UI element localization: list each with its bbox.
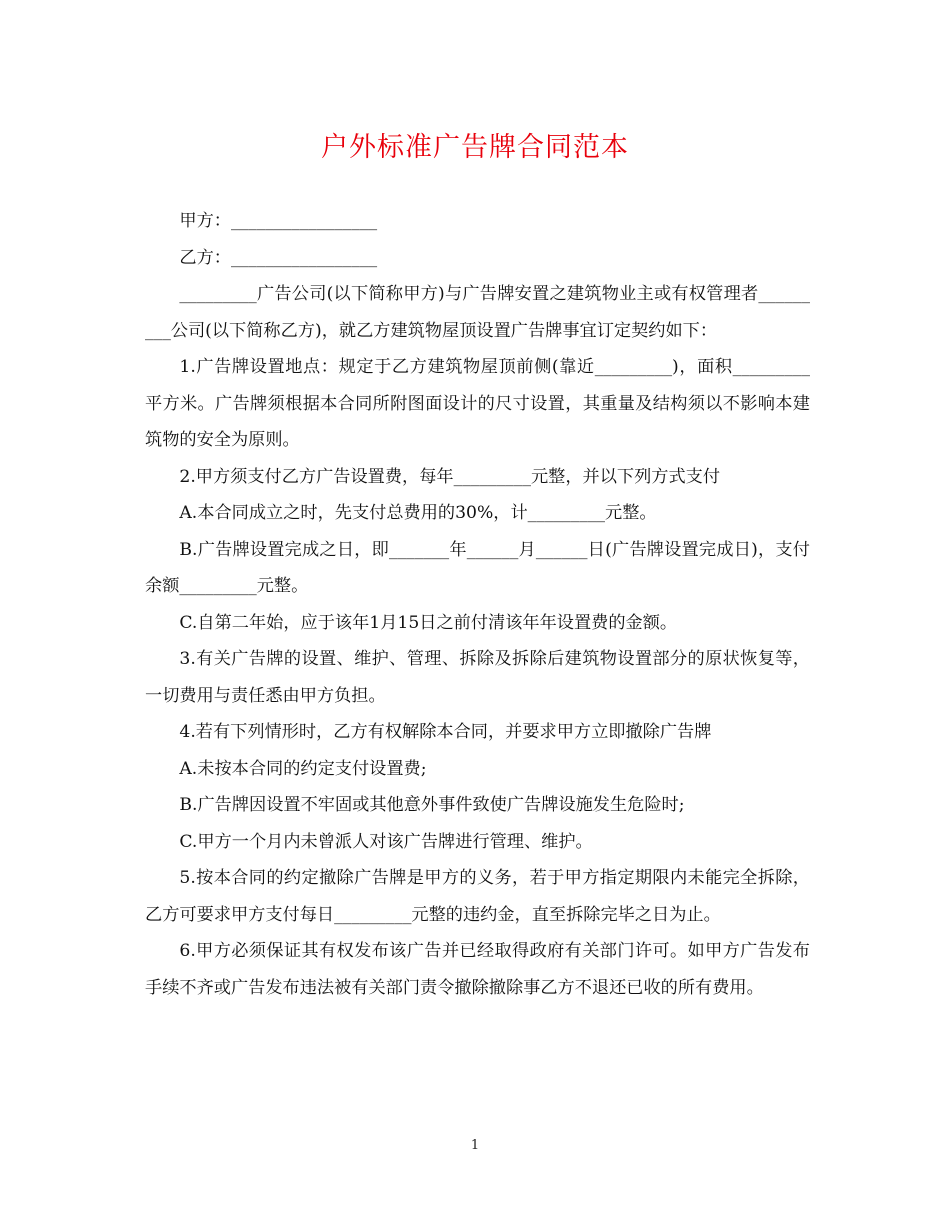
clause-1: 1.广告牌设置地点：规定于乙方建筑物屋顶前侧(靠近_________)，面积_________平方米。广告牌须根据本合同所附图面设计的尺寸设置，其重量及结构须以不影响本建筑物的安全为原则。 xyxy=(145,357,810,450)
clause-4-item-c: C.甲方一个月内未曾派人对该广告牌进行管理、维护。 xyxy=(179,831,593,852)
clause-6: 6.甲方必须保证其有权发布该广告并已经取得政府有关部门许可。如甲方广告发布手续不齐或广告发布违法被有关部门责令撤除撤除事乙方不退还已收的所有费用。 xyxy=(145,941,810,998)
clause-3: 3.有关广告牌的设置、维护、管理、拆除及拆除后建筑物设置部分的原状恢复等，一切费用与责任悉由甲方负担。 xyxy=(145,649,810,706)
document-body xyxy=(145,203,810,1006)
party-a-line: 甲方：_________________ xyxy=(179,211,378,231)
clause-5: 5.按本合同的约定撤除广告牌是甲方的义务，若于甲方指定期限内未能完全拆除，乙方可要求甲方支付每日_________元整的违约金，直至拆除完毕之日为止。 xyxy=(145,868,810,925)
clause-4-item-a: A.未按本合同的约定支付设置费; xyxy=(179,758,427,779)
document-title: 户外标准广告牌合同范本 xyxy=(321,132,629,163)
clause-2: 2.甲方须支付乙方广告设置费，每年_________元整，并以下列方式支付 xyxy=(179,466,721,487)
clause-4: 4.若有下列情形时，乙方有权解除本合同，并要求甲方立即撤除广告牌 xyxy=(179,722,712,742)
party-b-line: 乙方：_________________ xyxy=(179,247,378,268)
clause-4-item-b: B.广告牌因设置不牢固或其他意外事件致使广告牌设施发生危险时; xyxy=(179,795,685,815)
intro-paragraph: _________广告公司(以下简称甲方)与广告牌安置之建筑物业主或有权管理者_________公司(以下简称乙方)，就乙方建筑物屋顶设置广告牌事宜订定契约如下： xyxy=(145,284,810,341)
clause-2-item-c: C.自第二年始，应于该年1月15日之前付清该年年设置费的金额。 xyxy=(179,612,678,633)
clause-2-item-b: B.广告牌设置完成之日，即_______年______月______日(广告牌设置完成日)，支付余额_________元整。 xyxy=(145,539,810,596)
page-number: 1 xyxy=(470,1138,480,1153)
clause-2-item-a: A.本合同成立之时，先支付总费用的30%，计_________元整。 xyxy=(179,503,657,523)
